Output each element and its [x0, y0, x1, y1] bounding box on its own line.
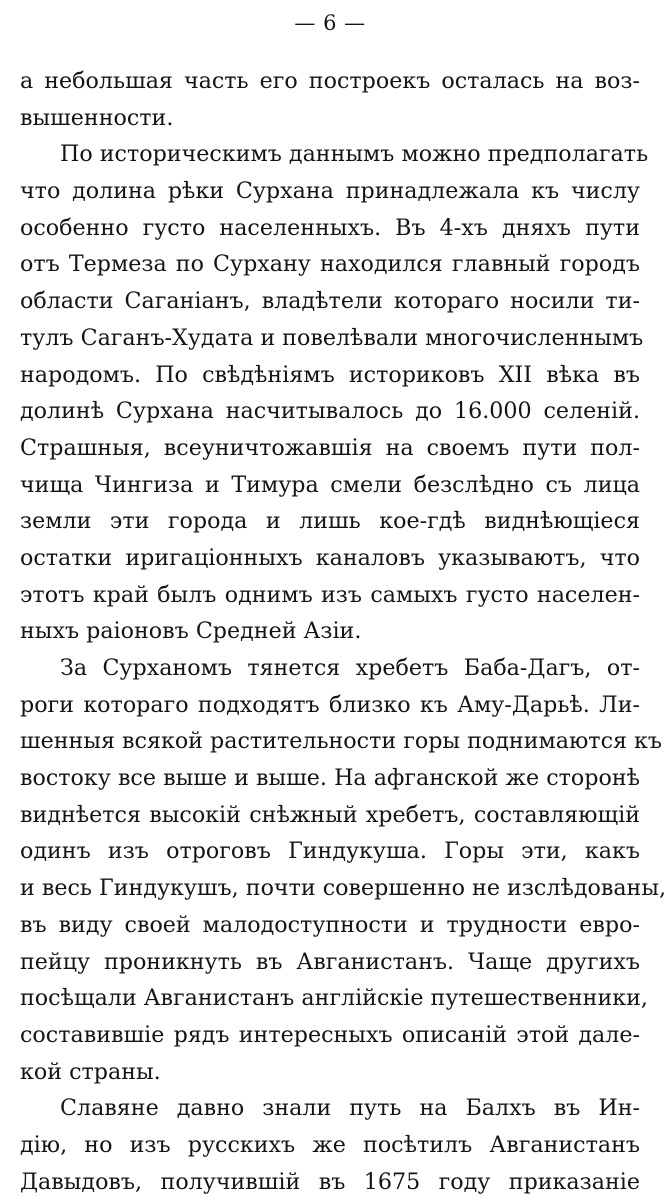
paragraph-3 — [20, 650, 666, 1090]
text-line: а небольшая часть его построекъ осталась на воз- — [20, 68, 640, 94]
text-line: одинъ изъ отроговъ Гиндукуша. Горы эти, какъ — [20, 838, 640, 865]
text-line: Славяне давно знали путь на Балхъ въ Ин- — [60, 1095, 640, 1122]
text-line: что долина рѣки Сурхана принадлежала къ числу — [20, 178, 640, 205]
text-line: кой страны. — [20, 1058, 161, 1085]
text-line: Давыдовъ, получившій въ 1675 году приказаніе — [20, 1168, 640, 1195]
text-line: составившіе рядъ интересныхъ описаній этой дале- — [20, 1021, 640, 1048]
text-line: народомъ. По свѣдѣніямъ историковъ XII вѣка въ — [20, 361, 640, 388]
text-line: особенно густо населенныхъ. Въ 4-хъ дняхъ пути — [20, 214, 640, 241]
page-number: — 6 — — [294, 11, 366, 35]
text-line: въ виду своей малодоступности и трудности евро- — [20, 911, 640, 938]
text-line: чища Чингиза и Тимура смели безслѣдно съ лица — [20, 471, 640, 498]
text-line: шенныя всякой растительности горы поднимаются къ — [20, 728, 663, 755]
text-line: ныхъ раіоновъ Средней Азіи. — [20, 618, 362, 645]
text-line: этотъ край былъ однимъ изъ самыхъ густо населен- — [20, 581, 640, 608]
text-line: вышенности. — [20, 104, 174, 131]
text-line: тулъ Саганъ-Худата и повелѣвали многочисленнымъ — [20, 324, 644, 351]
text-line: и весь Гиндукушъ, почти совершенно не изслѣдованы, — [20, 875, 666, 902]
text-line: отъ Термеза по Сурхану находился главный городъ — [20, 251, 640, 278]
text-line: пейцу проникнуть въ Авганистанъ. Чаще другихъ — [20, 948, 640, 975]
text-line: остатки иригаціонныхъ каналовъ указываютъ, что — [20, 544, 640, 571]
text-line: По историческимъ даннымъ можно предполагать — [60, 141, 649, 168]
paragraph-1 — [20, 63, 640, 136]
text-line: посѣщали Авганистанъ англійскіе путешественники, — [20, 985, 648, 1012]
text-line: За Сурханомъ тянется хребетъ Баба-Дагъ, от- — [60, 655, 640, 681]
text-line: дію, но изъ русскихъ же посѣтилъ Авганистанъ — [20, 1131, 640, 1158]
text-line: виднѣется высокій снѣжный хребетъ, составляющій — [20, 801, 640, 828]
text-line: Страшныя, всеуничтожавшія на своемъ пути пол- — [20, 434, 640, 461]
paragraph-2 — [20, 136, 649, 650]
text-line: земли эти города и лишь кое-гдѣ виднѣющіеся — [20, 508, 640, 535]
text-line: востоку все выше и выше. На афганской же сторонѣ — [20, 765, 640, 792]
text-line: долинѣ Сурхана насчитывалось до 16.000 селеній. — [20, 398, 640, 425]
text-line: области Саганіанъ, владѣтели котораго носили ти- — [20, 288, 640, 315]
paragraph-4 — [20, 1090, 640, 1200]
text-line: роги котораго подходятъ близко къ Аму-Дарьѣ. Ли- — [20, 691, 640, 718]
body-text — [20, 63, 666, 1200]
